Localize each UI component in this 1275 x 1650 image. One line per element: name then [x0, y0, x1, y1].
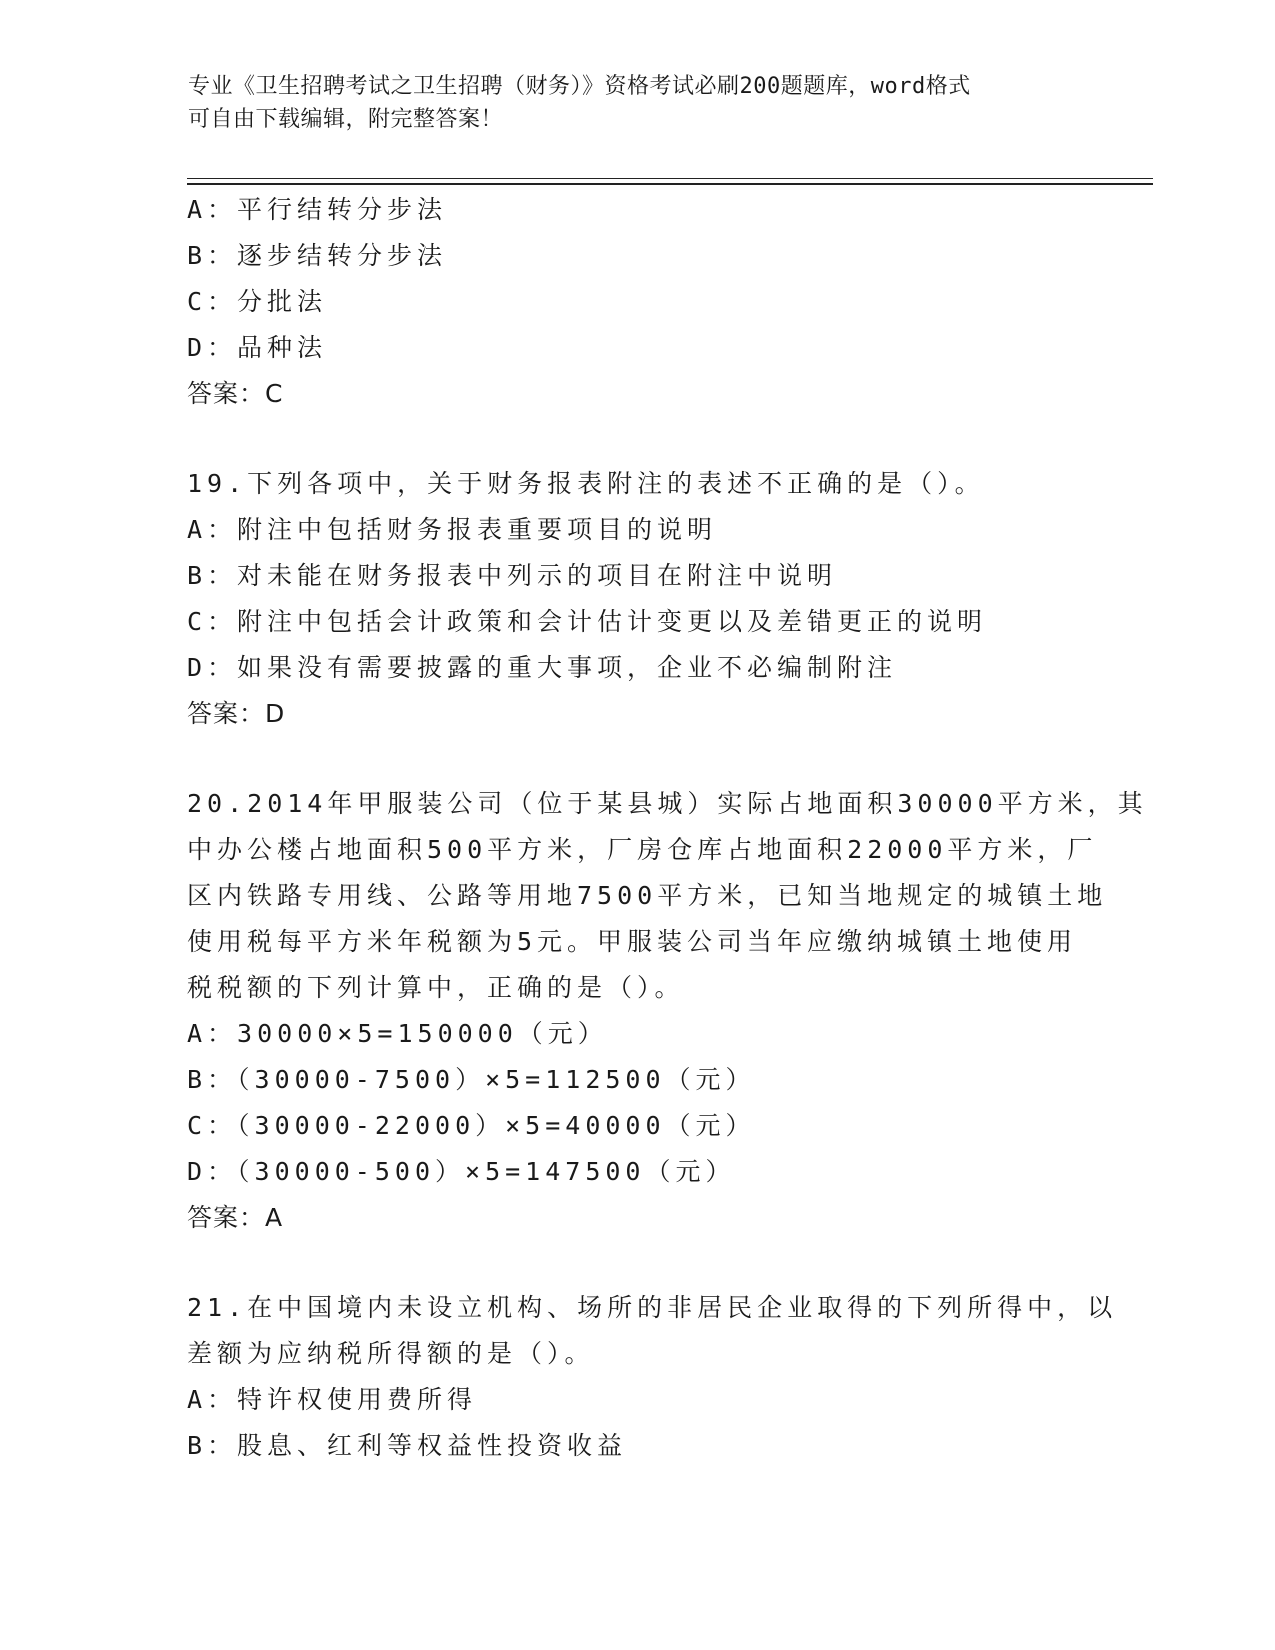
- answer: 答案：C: [187, 379, 284, 408]
- option-d: D：品种法: [187, 333, 328, 362]
- answer: 答案：D: [187, 699, 286, 728]
- header-rule-thin: [187, 178, 1153, 179]
- option-c: C：分批法: [187, 287, 328, 316]
- question-stem-line: 差额为应纳税所得额的是（）。: [187, 1339, 595, 1368]
- option-a: A：30000×5=150000（元）: [187, 1019, 608, 1048]
- option-b: B：逐步结转分步法: [187, 241, 448, 270]
- option-d: D：（30000-500）×5=147500（元）: [187, 1157, 736, 1186]
- option-d: D：如果没有需要披露的重大事项，企业不必编制附注: [187, 653, 898, 682]
- document-body: [187, 187, 1148, 1469]
- question-20: [187, 781, 1148, 1241]
- option-a: A：附注中包括财务报表重要项目的说明: [187, 515, 718, 544]
- question-stem: 19.下列各项中，关于财务报表附注的表述不正确的是（）。: [187, 469, 985, 498]
- question-stem-line: 21.在中国境内未设立机构、场所的非居民企业取得的下列所得中，以: [187, 1293, 1118, 1322]
- question-21: [187, 1285, 1118, 1469]
- option-b: B：（30000-7500）×5=112500（元）: [187, 1065, 756, 1094]
- option-b: B：对未能在财务报表中列示的项目在附注中说明: [187, 561, 838, 590]
- option-a: A：平行结转分步法: [187, 195, 448, 224]
- question-stem-line: 中办公楼占地面积500平方米，厂房仓库占地面积22000平方米，厂: [187, 835, 1098, 864]
- question-stem-line: 20.2014年甲服装公司（位于某县城）实际占地面积30000平方米，其: [187, 789, 1148, 818]
- question-stem-line: 使用税每平方米年税额为5元。甲服装公司当年应缴纳城镇土地使用: [187, 927, 1078, 956]
- header-line-1: 专业《卫生招聘考试之卫生招聘（财务）》资格考试必刷200题题库，word格式: [188, 74, 971, 99]
- question-18: [187, 187, 1087, 417]
- question-19: [187, 461, 1087, 737]
- document-header: [188, 70, 1088, 136]
- option-a: A：特许权使用费所得: [187, 1385, 478, 1414]
- answer: 答案：A: [187, 1203, 284, 1232]
- option-c: C：附注中包括会计政策和会计估计变更以及差错更正的说明: [187, 607, 988, 636]
- header-line-2: 可自由下载编辑，附完整答案！: [188, 107, 504, 132]
- header-rule-thick: [187, 183, 1153, 185]
- option-b: B：股息、红利等权益性投资收益: [187, 1431, 628, 1460]
- question-stem-line: 区内铁路专用线、公路等用地7500平方米，已知当地规定的城镇土地: [187, 881, 1108, 910]
- option-c: C：（30000-22000）×5=40000（元）: [187, 1111, 756, 1140]
- question-stem-line: 税税额的下列计算中，正确的是（）。: [187, 973, 685, 1002]
